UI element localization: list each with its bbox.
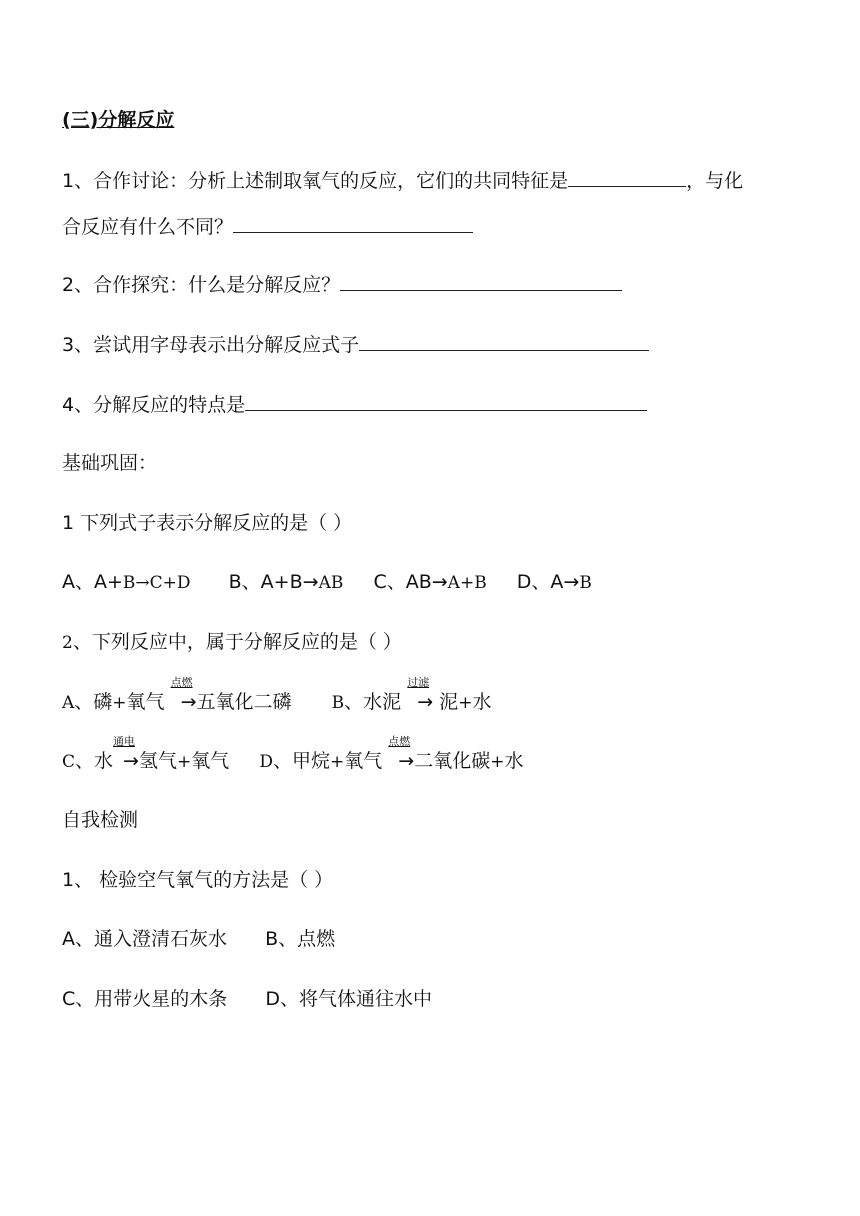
- answer-blank[interactable]: [359, 332, 649, 351]
- question-4-text: 4、分解反应的特点是: [62, 394, 246, 416]
- option-a[interactable]: A、磷+氧气 点燃 →五氧化二磷: [62, 676, 292, 713]
- question-1-line-2: [62, 214, 473, 239]
- option-c[interactable]: C、用带火星的木条: [62, 988, 228, 1010]
- option-b[interactable]: B、点燃: [265, 928, 336, 950]
- answer-blank[interactable]: [245, 392, 647, 411]
- section-title: (三)分解反应: [62, 109, 175, 131]
- question-2: [62, 272, 622, 297]
- reaction-arrow: 通电 →: [113, 735, 139, 772]
- option-a[interactable]: A、A+B→C+D: [62, 571, 191, 593]
- question-1-mid: ，与化: [686, 170, 744, 192]
- answer-blank[interactable]: [340, 272, 622, 291]
- self-title: 自我检测: [62, 809, 139, 831]
- basic-q1-options: [62, 570, 592, 595]
- option-d[interactable]: D、甲烷+氧气 点燃 →二氧化碳+水: [259, 735, 524, 772]
- self-q1-options-cd: [62, 987, 432, 1011]
- self-q1-stem: 1、 检验空气氧气的方法是（ ）: [62, 869, 334, 891]
- option-c[interactable]: C、水 通电 →氢气+氧气: [62, 735, 230, 772]
- option-b[interactable]: B、水泥 过滤 → 泥+水: [331, 676, 492, 713]
- basic-q2-options-cd: [62, 735, 524, 774]
- option-d[interactable]: D、A→B: [516, 571, 592, 593]
- reaction-arrow: 点燃 →: [388, 735, 415, 772]
- option-a[interactable]: A、通入澄清石灰水: [62, 928, 227, 950]
- option-c[interactable]: C、AB→A+B: [373, 571, 487, 593]
- reaction-arrow: 点燃 →: [170, 676, 197, 713]
- basic-q2-options-ab: [62, 676, 492, 715]
- question-2-text: 2、合作探究：什么是分解反应？: [62, 274, 341, 296]
- question-1-line-1: [62, 168, 743, 193]
- self-q1-options-ab: [62, 927, 335, 951]
- question-1-line2-text: 合反应有什么不同？: [62, 216, 234, 238]
- basic-title: 基础巩固：: [62, 452, 158, 474]
- basic-q2-stem: 2、下列反应中，属于分解反应的是（ ）: [62, 631, 402, 653]
- question-3: [62, 332, 649, 357]
- option-b[interactable]: B、A+B→AB: [228, 571, 344, 593]
- question-3-text: 3、尝试用字母表示出分解反应式子: [62, 334, 360, 356]
- basic-q1-stem: 1 下列式子表示分解反应的是（ ）: [62, 512, 353, 534]
- answer-blank[interactable]: [233, 214, 473, 233]
- answer-blank[interactable]: [568, 168, 686, 187]
- option-d[interactable]: D、将气体通往水中: [265, 988, 433, 1010]
- question-1-prefix: 1、合作讨论：分析上述制取氧气的反应，它们的共同特征是: [62, 170, 569, 192]
- reaction-arrow: 过滤 →: [407, 676, 434, 713]
- question-4: [62, 392, 647, 417]
